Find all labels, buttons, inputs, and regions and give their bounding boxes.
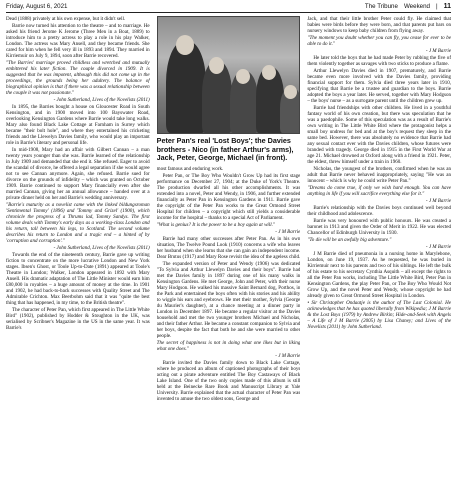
column-1 bbox=[6, 16, 150, 481]
photo-face bbox=[176, 35, 194, 55]
paragraph: Barrie's relationship with the Davies boys continued well beyond their childhood and adolescence. bbox=[307, 205, 452, 217]
paper-name: The Tribune bbox=[364, 3, 398, 10]
masthead-right bbox=[365, 3, 451, 10]
paragraph: Peter Pan, or The Boy Who Wouldn't Grow Up had its first stage performance on December 27, 1904; at the Duke of York's Theatre. The production dwarfed all his other accomplishments. It was extended into a novel, Peter and Wendy, in 1906, and further extended financially as Peter Pan in Kensington Gardens in 1911. Barrie gave the copyright of the Peter Pan works to the Great Ormond Street Hospital for children – a copyright which still yields a considerable income for the hospital – thanks to a special Act of Parliament. bbox=[156, 172, 301, 221]
paragraph: The expanded version of Peter and Wendy (1906) was dedicated "To Sylvia and Arthur Llewelyn Davies and their boys". Barrie had met the Davies family in 1897 during one of his many walks in Kensington Gardens. He met George, John and Peter, with their nurse Mary Hodgson. He walked his massive Saint Bernard dog, Porthos, in the Park and entertained the boys often with his stories and his ability to wiggle his ears and eyebrows. He met their mother, Sylvia (George du Maurier's daughter), at a chance meeting at a dinner party in London in December 1897. He became a regular visitor at the Davies household and met the two younger brothers Michael and Nicholas, and their father Arthur. He became a constant companion to Sylvia and her boys, despite the fact that both he and she were married to other people. bbox=[156, 260, 301, 339]
paragraph: In mid-1908, Mary had an affair with Gilbert Cannan – a man twenty years younger than she was. Barrie learned of the relationship in July 1909 and demanded that she end it. She refused. Eager to avoid the scandal of divorce, he offered a legal separation if she would agree not to see Cannan anymore. Again, she refused. Barrie sued for divorce on the grounds of infidelity – which was granted on October 1909. Barrie continued to support Mary financially even after she married Cannan, giving her an annual allowance – handed over at a private dinner held on her and Barrie's wedding anniversary. bbox=[6, 147, 150, 201]
issue-date: Friday, August 6, 2021 bbox=[6, 3, 68, 10]
paragraph: Dead (1888) privately at his own expense, but it didn't sell. bbox=[6, 16, 126, 22]
davies-brothers-photo bbox=[157, 16, 301, 134]
pull-quote: "To die will be an awfully big adventure." bbox=[307, 237, 392, 243]
quote-citation: - J M Barrie bbox=[275, 352, 301, 359]
paragraph: Towards the end of the nineteenth century, Barrie gave up writing fiction to concentrate on the more lucrative London and New York stages. Ibsen's Ghost, or Toole Up-to-Date (1891) appeared at Toole's Theatre in London; Walker, London appeared in 1892 with Mary Ansell. His dramatic adaptation of The Little Minister would earn him £80,000 in royalties – a huge amount of money at the time. In 1901 and 1902, he had back-to-back successes with Quality Street and The Admirable Crichton. Max Beerbohm said that it was "quite the best thing that has happened, in my time, to the British theatre". bbox=[6, 252, 150, 306]
masthead bbox=[6, 0, 451, 13]
paragraph: Nicholas, the youngest of the brothers, confirmed when he was an adult that Barrie never behaved inappropriately, saying "He was an innocent – which is why he could write Peter Pan." bbox=[307, 166, 452, 184]
quote-citation: - John Sutherland, Lives of the Novelists (2011) bbox=[53, 97, 150, 103]
paragraph: Barrie was very honoured with public honours. He was created a baronet in 1913 and given the Order of Merit in 1922. He was elected Chancellor of Edinburgh University in 1930. bbox=[307, 218, 452, 236]
quote-citation: - J M Barrie bbox=[275, 228, 301, 235]
paragraph: In 1895, the Barries bought a house on Gloucester Road in South Kensington, and in 1900 moved into 100 Bayswater Road, overlooking Kensington Gardens where Barrie would take long walks. Mary also found Black Lake Cottage at Farnham in Surrey which became "their bolt hole", and where they entertained his cricketing friends and the Llewelyn Davies family, who would play an important role in Barrie's literary and personal life. bbox=[6, 104, 150, 146]
paragraph: most famous and enduring work. bbox=[156, 165, 224, 172]
pull-quote: "Barrie's maturity as a novelist came with the linked bildungsroman 'Sentimental Tommy' (1896) and 'Tommy and Grizel' (1900), which chronicle the progress of a Thrums lad, Tommy Sandys. The first volume deals with Tommy's early days as a working-class London and his return, tall between his legs, to Scotland. The second volume describes his return to London and a tragic end – a hinted of by 'corruption and corruption'." bbox=[6, 202, 150, 244]
column-2 bbox=[157, 16, 301, 481]
photo-face bbox=[284, 85, 297, 99]
paragraph: Barrie had many other successes after Peter Pan. As in his own situation, The Twelve Pound Look (1910) concerns a wife who leaves her husband when she learns that she can gain an independent income. Dear Brutus (1917) and Mary Rose revisit the idea of the ageless child. bbox=[156, 235, 301, 260]
photo-face bbox=[236, 69, 250, 84]
photo-face bbox=[209, 57, 224, 74]
paragraph: Arthur Llewelyn Davies died in 1907, prematurely, and Barrie became even more involved with the Davies family, providing financial support for them. Sylvia died three years later in 1910, specifying that Barrie be a trustee and guardian to the boys. Barrie adopted the boys a year later. He served, together with Mary Hodgson – the boys' nurse – as a surrogate parent until the children grew up. bbox=[307, 68, 452, 104]
quote-citation: - J M Barrie bbox=[425, 244, 452, 250]
page-separator: | bbox=[435, 3, 438, 10]
section-name: Weekend bbox=[403, 3, 430, 10]
paragraph: Barrie now turned his attention to the theatre – and to marriage. He asked his friend Jerome K Jerome (Three Men in a Boat, 1889) to introduce him to a pretty actress to play a role in his play Walker, London. The actress was Mary Ansell, and they became friends. She cared for him when he fell very ill in 1893 and 1894. They married in Kirriemuir on July 9, 1894, soon after Barrie recovered. bbox=[6, 23, 150, 59]
author-note: • Sir Christopher Ondaatje is the author of The Last Colonial. He acknowledges that he has quoted liberally from Wikipedia; J M Barrie & the Lost Boys (1979) by Andrew Birkin; Hide-and-Seek with Angels – A Life of J M Barrie (2005) by Lisa Chaney; and Lives of the Novelists (2011) by John Sutherland. bbox=[307, 300, 452, 330]
column-3 bbox=[307, 16, 451, 481]
article-columns bbox=[6, 16, 451, 481]
page-number: 11 bbox=[443, 3, 451, 10]
paragraph: Barrie invited the Davies family down to Black Lake Cottage, where he produced an album of captioned photographs of their boys acting out a pirate adventure entitled The Boy Castaways of Black Lake Island. One of the two only copies made of this album is still held at the Beinecke Rare Book and Manuscript Library at Yale University. Barrie explained that the actual character of Peter Pan was invented to amuse the two oldest sons, George and bbox=[156, 359, 301, 402]
paragraph: Jack, and that their little brother Peter could fly. He claimed that babies were birds before they were born, and that parents put bars on nursery windows to keep baby children from flying away. bbox=[307, 16, 452, 34]
paragraph: The character of Peter Pan, which first appeared in The Little White Bird" (1902), published by Hodder & Stoughton in the UK, was serialised by Scribner's Magazine in the US in the same year. It was Barrie's bbox=[6, 307, 150, 331]
photo-caption: Peter Pan's real 'Lost Boys'; the Davies brothers - Nico (in father Arthur's arms), Jack, Peter, George, Michael (in front). bbox=[156, 136, 294, 163]
paragraph: He later told the boys that he had made Peter by rubbing the five of them violently together as savages with two sticks to produce a flame. bbox=[307, 55, 452, 67]
paragraph: J M Barrie died of pneumonia in a nursing home in Marylebone, London, on June 19, 1937. As he requested, he was buried in Kirriemuir next to his parents and two of his siblings. He left the bulk of his estate to his secretary Cynthia Asquith – all except the rights to all the Peter Pan works, including The Little White Bird, Peter Pan in Kensington Gardens, the play Peter Pan, or The Boy Who Would Not Grow Up, and the novel Peter and Wendy, whose copyright he had already given to Great Ormond Street Hospital in London. bbox=[307, 251, 452, 299]
quote-citation: - John Sutherland, Lives of the Novelists (2011) bbox=[53, 245, 150, 251]
pull-quote: The secret of happiness is not in doing what one likes but in liking what one does." bbox=[156, 339, 301, 352]
pull-quote: "What is genius? It is the power to be a boy again at will." bbox=[156, 221, 276, 228]
paragraph: Barrie had friendships with other children. He lived in a youthful fantasy world of his own creation, but there was speculation that he was a paedophile. Some of this speculation was as a result of Barrie's own writing in The Little White Bird where the protagonist helps a small boy undress for bed and at the boy's request they sleep in the same bed. However, there was absolutely no evidence that Barrie had any sexual contact ever with the Davies children, whose futures were branded with tragedy. George died in 1915 in the First World War at age 21. Michael drowned at Oxford along with a friend in 1921. Peter, the eldest, threw himself under a train in 1960. bbox=[307, 105, 452, 165]
pull-quote: "Dreams do come true, if only we wish hard enough. You can have anything in life if you will sacrifice everything else for it." bbox=[307, 185, 452, 197]
quote-citation: - J M Barrie bbox=[425, 198, 452, 204]
pull-quote: "The Barries' marriage proved childless and wretched and mutually embittered his later fiction. The couple divorced in 1909. It is suggested that he was impotent, although this did not come up in the proceedings, the grounds being her adultery. The balance of biographical opinion is that if there was a sexual relationship between the couple it was not passionate." bbox=[6, 60, 150, 96]
photo-face bbox=[262, 65, 276, 80]
quote-citation: - J M Barrie bbox=[425, 48, 452, 54]
pull-quote: "The moment you doubt whether you can fly, you cease for ever to be able to do it." bbox=[307, 35, 452, 47]
